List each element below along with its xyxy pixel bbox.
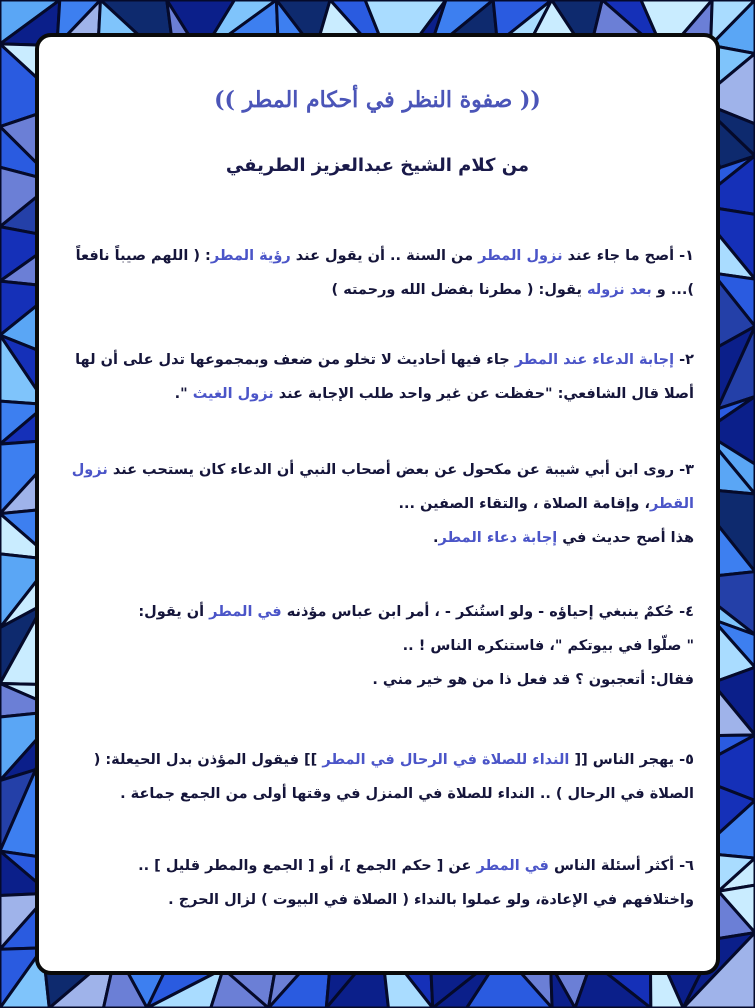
highlighted-phrase: في المطر	[476, 858, 549, 874]
text-run: ٥- يهجر الناس [[	[569, 752, 694, 768]
highlighted-phrase: في المطر	[209, 604, 282, 620]
content-card	[35, 33, 720, 975]
page-subtitle: من كلام الشيخ عبدالعزيز الطريفي	[225, 155, 530, 176]
text-run: : ( اللهم صيباً نافعاً )... و	[75, 248, 694, 298]
highlighted-phrase: بعد نزوله	[586, 282, 652, 298]
highlighted-phrase: إجابة الدعاء عند المطر	[514, 352, 675, 368]
text-run: ]] فيقول المؤذن بدل الحيعلة: ( الصلاة في الرحال ) .. النداء للصلاة في المنزل في وقتها أولى من الجمع جماعة .	[93, 752, 694, 802]
paragraph-6	[61, 849, 694, 917]
text-run: ٢-	[674, 352, 694, 368]
text-run: عن [ حكم الجمع ]، أو [ الجمع والمطر قليل ] ..	[138, 858, 477, 874]
text-run: من السنة .. أن يقول عند	[290, 248, 479, 264]
text-run: ٣- روى ابن أبي شيبة عن مكحول عن بعض أصحاب النبي أن الدعاء كان يستحب عند	[107, 462, 694, 478]
paragraph-4	[61, 595, 694, 697]
paragraph-2	[61, 343, 694, 411]
text-run: واختلافهم في الإعادة، ولو عملوا بالنداء ( الصلاة في البيوت ) لزال الحرج .	[168, 892, 694, 908]
highlighted-phrase: النداء للصلاة في الرحال في المطر	[322, 752, 570, 768]
text-run: ، وإقامة الصلاة ، والتقاء الصفين ...	[398, 496, 650, 512]
text-run: ".	[174, 386, 193, 402]
highlighted-phrase: إجابة دعاء المطر	[438, 530, 558, 546]
text-run: فقال: أتعجبون ؟ قد فعل ذا من هو خير مني .	[372, 672, 694, 688]
text-run: ١- أصح ما جاء عند	[562, 248, 694, 264]
highlighted-phrase: نزول المطر	[478, 248, 563, 264]
text-run: ٤- حُكمٌ ينبغي إحياؤه - ولو استُنكر - ، أمر ابن عباس مؤذنه	[281, 604, 694, 620]
text-run: هذا أصح حديث في	[557, 530, 694, 546]
text-run: يقول: ( مطرنا بفضل الله ورحمته )	[331, 282, 587, 298]
paragraph-3	[61, 453, 694, 555]
text-run: .	[432, 530, 439, 546]
text-run: جاء فيها أحاديث لا تخلو من ضعف وبمجموعها تدل على أن لها أصلا قال الشافعي: "حفظت عن غير واحد طلب الإجابة عند	[75, 352, 694, 402]
text-run: ٦- أكثر أسئلة الناس	[548, 858, 694, 874]
highlighted-phrase: نزول الغيث	[192, 386, 274, 402]
text-run: " صلّوا في بيوتكم "، فاستنكره الناس ! ..	[402, 638, 694, 654]
paragraph-1	[61, 239, 694, 307]
highlighted-phrase: رؤية المطر	[210, 248, 291, 264]
highlighted-phrase: نزول القطر	[71, 462, 694, 512]
text-run: أن يقول:	[138, 604, 210, 620]
paragraph-5	[61, 743, 694, 811]
page-title: (( صفوة النظر في أحكام المطر ))	[214, 87, 541, 113]
